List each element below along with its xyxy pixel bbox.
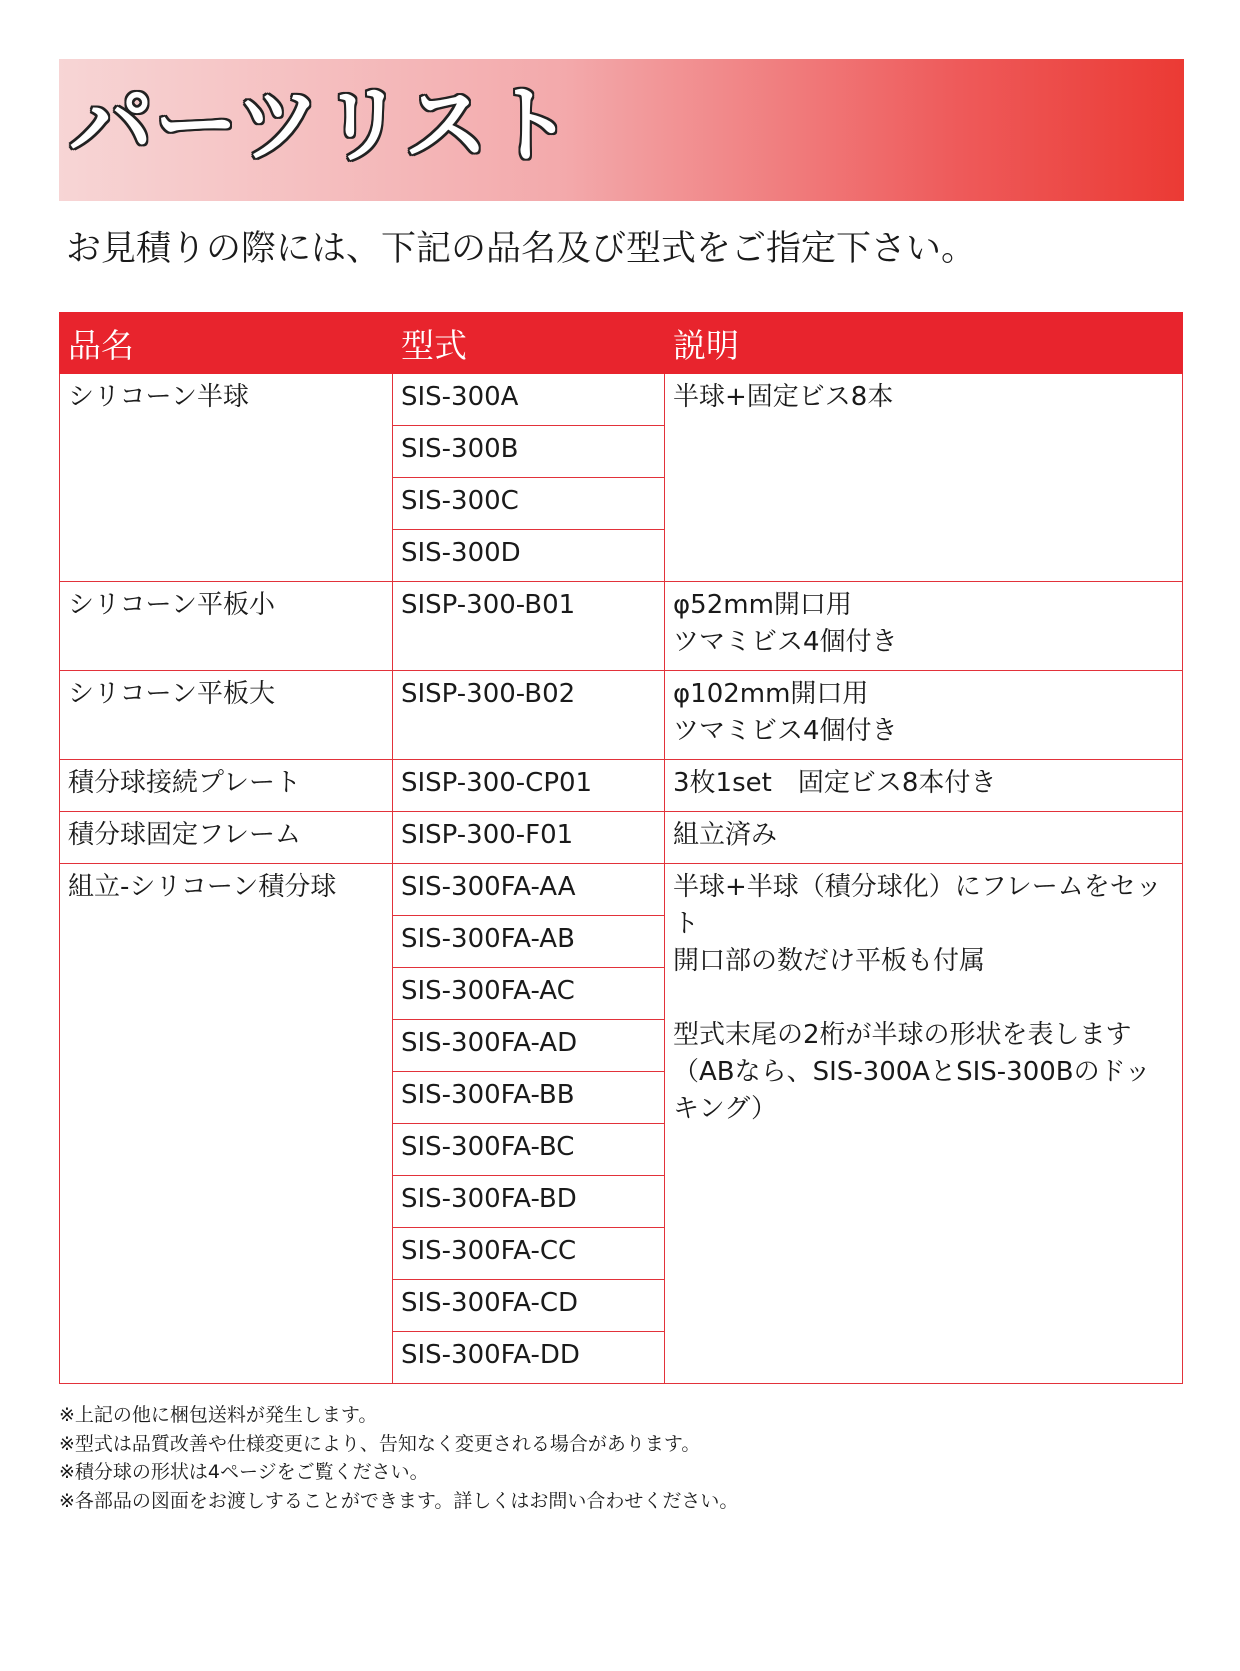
model-cell: SISP-300-CP01	[393, 760, 665, 812]
model-cell: SIS-300FA-AD	[393, 1020, 665, 1072]
parts-table	[59, 312, 1183, 1384]
model-cell: SIS-300FA-BD	[393, 1176, 665, 1228]
table-row	[60, 582, 1183, 671]
footnote: ※型式は品質改善や仕様変更により、告知なく変更される場合があります。	[59, 1432, 701, 1455]
table-row	[60, 812, 1183, 864]
model-cell: SISP-300-B02	[393, 671, 665, 760]
table-header-row	[60, 313, 1183, 374]
description-cell	[665, 760, 1183, 812]
description-cell	[665, 582, 1183, 671]
model-cell: SIS-300FA-BB	[393, 1072, 665, 1124]
description-cell	[665, 864, 1183, 1384]
model-cell: SIS-300FA-AC	[393, 968, 665, 1020]
description-line: φ102mm開口用	[673, 679, 869, 709]
product-name-cell: シリコーン平板小	[60, 582, 393, 671]
table-row	[60, 374, 1183, 426]
description-line: φ52mm開口用	[673, 590, 852, 620]
product-name-cell: 組立-シリコーン積分球	[60, 864, 393, 1384]
table-row	[60, 671, 1183, 760]
model-cell: SISP-300-B01	[393, 582, 665, 671]
description-line: 半球+固定ビス8本	[673, 382, 894, 412]
header-product-name: 品名	[60, 313, 393, 374]
product-name-cell: 積分球接続プレート	[60, 760, 393, 812]
model-cell: SIS-300C	[393, 478, 665, 530]
model-cell: SISP-300-F01	[393, 812, 665, 864]
page-title: パーツリスト	[69, 76, 574, 174]
instruction-text: お見積りの際には、下記の品名及び型式をご指定下さい。	[66, 229, 977, 269]
model-cell: SIS-300FA-DD	[393, 1332, 665, 1384]
footnote: ※各部品の図面をお渡しすることができます。詳しくはお問い合わせください。	[59, 1489, 739, 1512]
description-line: 半球+半球（積分球化）にフレームをセット	[673, 872, 1162, 939]
description-line: ツマミビス4個付き	[673, 716, 898, 746]
footnote: ※上記の他に梱包送料が発生します。	[59, 1404, 378, 1426]
header-model: 型式	[393, 313, 665, 374]
footnote: ※積分球の形状は4ページをご覧ください。	[59, 1461, 429, 1483]
description-cell	[665, 671, 1183, 760]
description-line: 組立済み	[673, 820, 778, 850]
description-cell	[665, 374, 1183, 582]
header-description: 説明	[665, 313, 1183, 374]
product-name-cell: 積分球固定フレーム	[60, 812, 393, 864]
table-row	[60, 760, 1183, 812]
model-cell: SIS-300FA-CD	[393, 1280, 665, 1332]
product-name-cell: シリコーン半球	[60, 374, 393, 582]
table-row	[60, 864, 1183, 916]
model-cell: SIS-300FA-BC	[393, 1124, 665, 1176]
model-cell: SIS-300FA-AA	[393, 864, 665, 916]
model-cell: SIS-300D	[393, 530, 665, 582]
footnotes	[59, 1401, 738, 1515]
description-cell	[665, 812, 1183, 864]
product-name-cell: シリコーン平板大	[60, 671, 393, 760]
description-line: 開口部の数だけ平板も付属	[673, 946, 986, 976]
description-line: 3枚1set 固定ビス8本付き	[673, 768, 997, 798]
description-line: ツマミビス4個付き	[673, 627, 898, 657]
description-line	[673, 980, 1174, 1017]
title-banner	[59, 59, 1184, 201]
description-line: （ABなら、SIS-300AとSIS-300Bのドッキング）	[673, 1057, 1151, 1124]
model-cell: SIS-300A	[393, 374, 665, 426]
model-cell: SIS-300B	[393, 426, 665, 478]
description-line: 型式末尾の2桁が半球の形状を表します	[673, 1020, 1132, 1050]
model-cell: SIS-300FA-CC	[393, 1228, 665, 1280]
model-cell: SIS-300FA-AB	[393, 916, 665, 968]
